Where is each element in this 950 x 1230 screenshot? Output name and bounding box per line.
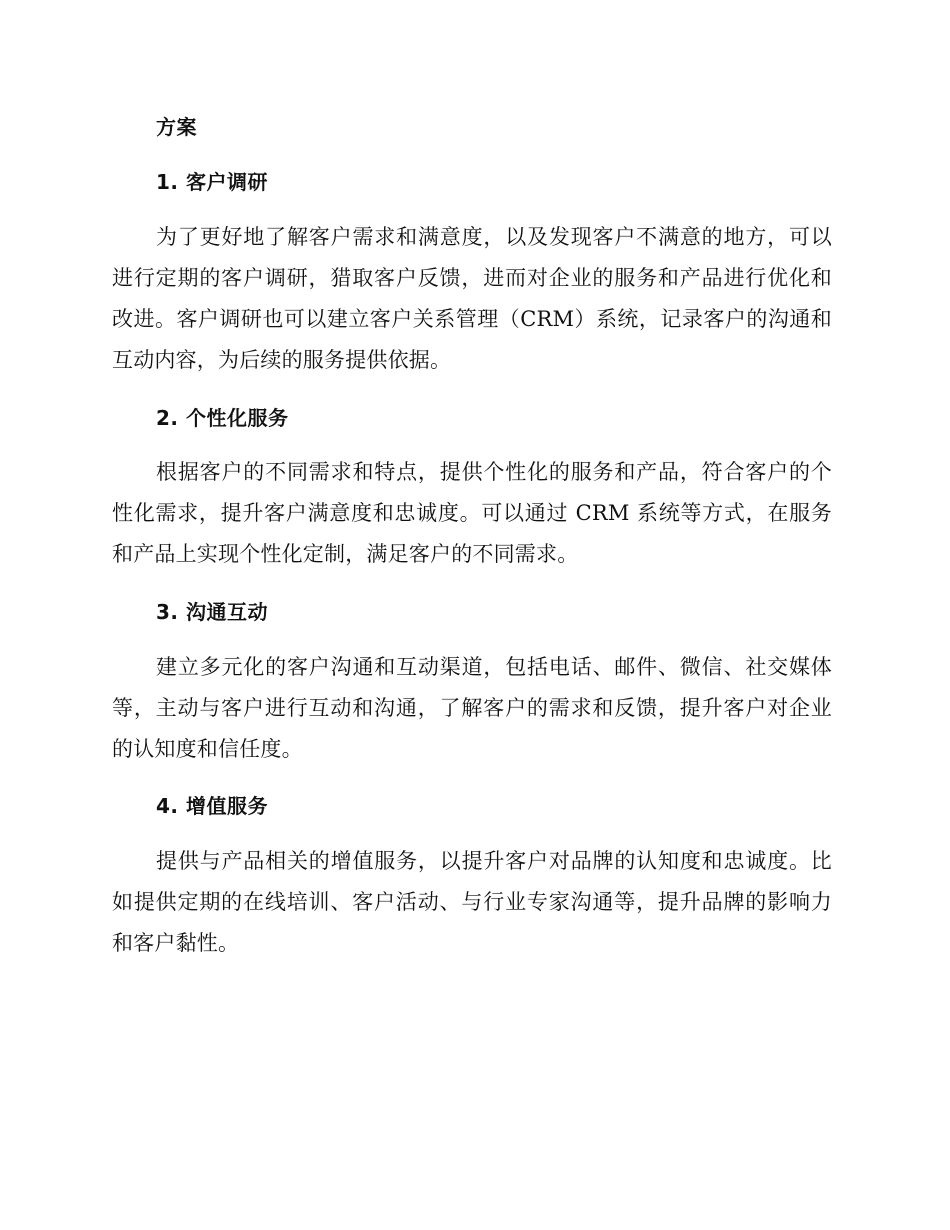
section-body-customer-research: 为了更好地了解客户需求和满意度，以及发现客户不满意的地方，可以进行定期的客户调研，猎取客户反馈，进而对企业的服务和产品进行优化和改进。客户调研也可以建立客户关系管理（CRM）系统，记录客户的沟通和互动内容，为后续的服务提供依据。 [112,225,832,372]
section-heading-customer-research: 1. 客户调研 [156,170,268,194]
document-title: 方案 [156,115,197,139]
section-body-personalized-service: 根据客户的不同需求和特点，提供个性化的服务和产品，符合客户的个性化需求，提升客户满意度和忠诚度。可以通过 CRM 系统等方式，在服务和产品上实现个性化定制，满足客户的不同需求。 [112,460,832,566]
section-body-communication: 建立多元化的客户沟通和互动渠道，包括电话、邮件、微信、社交媒体等，主动与客户进行互动和沟通，了解客户的需求和反馈，提升客户对企业的认知度和信任度。 [112,655,832,761]
section-heading-communication: 3. 沟通互动 [156,600,268,624]
section-heading-personalized-service: 2. 个性化服务 [156,406,289,430]
section-body-value-added-service: 提供与产品相关的增值服务，以提升客户对品牌的认知度和忠诚度。比如提供定期的在线培训、客户活动、与行业专家沟通等，提升品牌的影响力和客户黏性。 [112,849,832,955]
section-heading-value-added-service: 4. 增值服务 [156,794,268,818]
